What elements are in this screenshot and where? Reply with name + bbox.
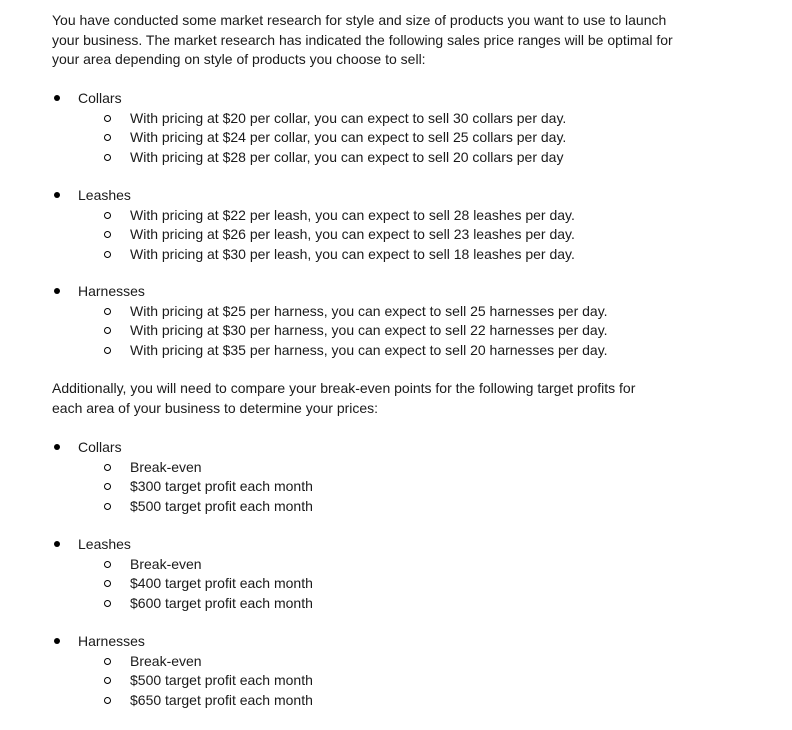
list-item-text: With pricing at $28 per collar, you can expect to sell 20 collars per day	[130, 148, 564, 165]
bullet-dot-icon	[54, 638, 60, 644]
bullet-dot-icon	[54, 288, 60, 294]
additional-paragraph	[52, 379, 742, 418]
circle-bullet-icon	[104, 347, 111, 354]
list-item-text: With pricing at $24 per collar, you can expect to sell 25 collars per day.	[130, 129, 567, 145]
circle-bullet-icon	[104, 600, 111, 607]
circle-bullet-icon	[104, 308, 111, 315]
bullet-dot-icon	[54, 95, 60, 101]
circle-bullet-icon	[104, 115, 111, 122]
intro-line: your business. The market research has indicated the following sales price ranges will be optimal for	[52, 31, 673, 48]
circle-bullet-icon	[104, 483, 111, 490]
circle-bullet-icon	[104, 677, 111, 684]
circle-bullet-icon	[104, 658, 111, 665]
circle-bullet-icon	[104, 251, 111, 258]
list-item-text: With pricing at $22 per leash, you can expect to sell 28 leashes per day.	[130, 206, 575, 223]
additional-line: Additionally, you will need to compare your break-even points for the following target profits for	[52, 380, 636, 396]
list-item-text: $300 target profit each month	[130, 478, 313, 494]
circle-bullet-icon	[104, 154, 111, 161]
list-item-text: Break-even	[130, 555, 202, 572]
list-item-text: $600 target profit each month	[130, 594, 313, 611]
circle-bullet-icon	[104, 580, 111, 587]
section-label: Leashes	[78, 187, 131, 203]
bullet-dot-icon	[54, 444, 60, 450]
circle-bullet-icon	[104, 327, 111, 334]
list-item-text: With pricing at $26 per leash, you can expect to sell 23 leashes per day.	[130, 226, 575, 242]
section-label: Leashes	[78, 536, 131, 552]
additional-line: each area of your business to determine your prices:	[52, 399, 379, 416]
circle-bullet-icon	[104, 697, 111, 704]
list-item-text: With pricing at $20 per collar, you can expect to sell 30 collars per day.	[130, 109, 567, 126]
bullet-dot-icon	[54, 541, 60, 547]
list-item-text: With pricing at $30 per harness, you can expect to sell 22 harnesses per day.	[130, 322, 608, 338]
list-item-text: $400 target profit each month	[130, 575, 313, 591]
list-item-text: Break-even	[130, 652, 202, 669]
circle-bullet-icon	[104, 231, 111, 238]
list-item-text: Break-even	[130, 458, 202, 475]
circle-bullet-icon	[104, 561, 111, 568]
section-label: Harnesses	[78, 633, 145, 649]
bullet-dot-icon	[54, 192, 60, 198]
section-label: Harnesses	[78, 283, 145, 299]
section-label: Collars	[78, 90, 122, 106]
list-item-text: $500 target profit each month	[130, 672, 313, 688]
circle-bullet-icon	[104, 464, 111, 471]
list-item-text: With pricing at $25 per harness, you can expect to sell 25 harnesses per day.	[130, 302, 608, 319]
section-label: Collars	[78, 439, 122, 455]
intro-line: You have conducted some market research for style and size of products you want to use to launch	[52, 12, 667, 28]
list-item-text: With pricing at $30 per leash, you can expect to sell 18 leashes per day.	[130, 245, 575, 262]
circle-bullet-icon	[104, 212, 111, 219]
circle-bullet-icon	[104, 134, 111, 141]
intro-paragraph	[52, 11, 742, 70]
list-item-text: $650 target profit each month	[130, 691, 313, 708]
intro-line: your area depending on style of products you choose to sell:	[52, 51, 426, 67]
list-item-text: $500 target profit each month	[130, 497, 313, 514]
list-item-text: With pricing at $35 per harness, you can expect to sell 20 harnesses per day.	[130, 341, 608, 358]
circle-bullet-icon	[104, 503, 111, 510]
